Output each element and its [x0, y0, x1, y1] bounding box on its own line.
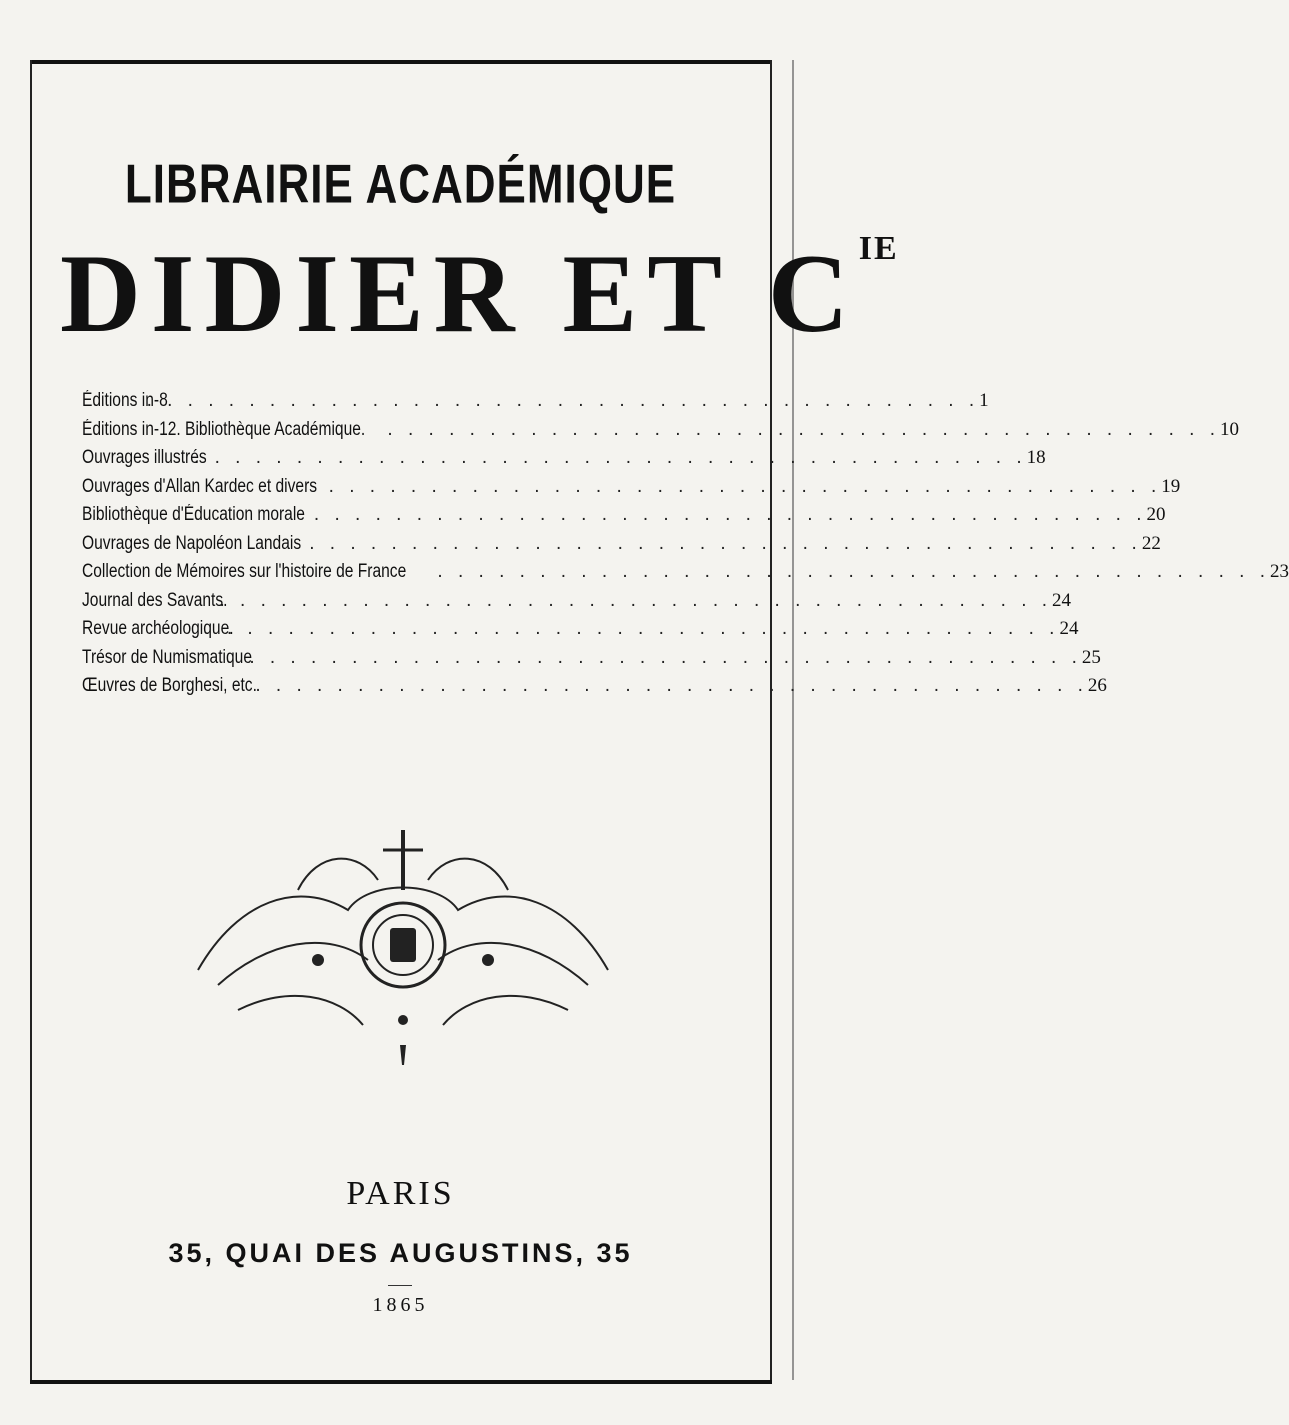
- toc-entry: [82, 675, 1107, 704]
- table-of-contents: [82, 390, 1289, 704]
- publisher-name-sup: IE: [858, 230, 899, 267]
- imprint-city: PARIS: [346, 1175, 455, 1212]
- toc-entry-label: Revue archéologique.: [82, 618, 234, 639]
- toc-entry-label: Éditions in-12. Bibliothèque Académique.: [82, 418, 366, 440]
- imprint-year: 1865: [372, 1294, 429, 1316]
- toc-leader-dots: . . . . . . . . . . . . . . . . . . . . . . . . . . . . . . . . . . . . . . . . .: [255, 675, 1088, 696]
- toc-leader-dots: . . . . . . . . . . . . . . . . . . . . . . . . . . . . . . . . . . . . . . . . .: [219, 589, 1053, 611]
- imprint-divider: [388, 1285, 412, 1286]
- toc-entry-page: 1: [979, 390, 989, 411]
- toc-entry-label: Éditions in-8: [82, 390, 168, 411]
- toc-entry: [82, 418, 1239, 448]
- frame-top-rule: [30, 60, 772, 64]
- toc-leader-dots: . . . . . . . . . . . . . . . . . . . . . . . . . . . . . . . . . . . . . . . . .: [194, 447, 1027, 468]
- toc-entry-label: Ouvrages de Napoléon Landais: [82, 532, 302, 554]
- toc-leader-dots: . . . . . . . . . . . . . . . . . . . . . . . . . . . . . . . . . . . . . . . . .: [387, 418, 1220, 440]
- toc-entry-page: 19: [1161, 475, 1181, 497]
- toc-entry: [82, 504, 1166, 533]
- toc-entry-page: 25: [1081, 646, 1101, 668]
- toc-leader-dots: . . . . . . . . . . . . . . . . . . . . . . . . . . . . . . . . . . . . . . . . .: [309, 532, 1142, 554]
- toc-entry: [82, 390, 989, 419]
- publisher-line: LIBRAIRIE ACADÉMIQUE: [124, 153, 677, 215]
- toc-entry: [82, 475, 1181, 505]
- toc-entry-label: Trésor de Numismatique: [82, 646, 252, 668]
- imprint-address: 35, QUAI DES AUGUSTINS, 35: [168, 1238, 633, 1268]
- toc-entry-page: 20: [1146, 504, 1166, 525]
- toc-leader-dots: . . . . . . . . . . . . . . . . . . . . . . . . . . . . . . . . . . . . . . . . .: [328, 475, 1162, 497]
- toc-entry: [82, 646, 1101, 676]
- toc-entry: [82, 447, 1046, 476]
- toc-entry-page: 18: [1026, 447, 1046, 468]
- toc-leader-dots: . . . . . . . . . . . . . . . . . . . . . . . . . . . . . . . . . . . . . . . . .: [226, 618, 1060, 639]
- toc-entry-page: 23: [1270, 561, 1289, 582]
- toc-entry-page: 26: [1087, 675, 1107, 696]
- toc-leader-dots: . . . . . . . . . . . . . . . . . . . . . . . . . . . . . . . . . . . . . . . . .: [437, 561, 1270, 582]
- toc-entry-label: Journal des Savants.: [82, 589, 228, 611]
- toc-entry-label: Collection de Mémoires sur l'histoire de France: [82, 561, 407, 582]
- toc-leader-dots: . . . . . . . . . . . . . . . . . . . . . . . . . . . . . . . . . . . . . . . . .: [249, 646, 1082, 668]
- toc-entry: [82, 532, 1161, 562]
- toc-entry: [82, 618, 1079, 647]
- toc-entry-page: 22: [1141, 532, 1161, 554]
- publisher-name-text: DIDIER ET C: [60, 232, 859, 356]
- toc-entry-label: Bibliothèque d'Éducation morale: [82, 504, 305, 525]
- publisher-name: [60, 230, 899, 359]
- toc-entry-label: Ouvrages d'Allan Kardec et divers: [82, 475, 318, 497]
- toc-entry-page: 10: [1220, 418, 1239, 440]
- printer-emblem-icon: [178, 810, 628, 1070]
- toc-entry: [82, 561, 1289, 590]
- toc-entry: [82, 589, 1072, 619]
- toc-entry-page: 24: [1059, 618, 1079, 639]
- toc-entry-label: Ouvrages illustrés: [82, 447, 207, 468]
- toc-leader-dots: . . . . . . . . . . . . . . . . . . . . . . . . . . . . . . . . . . . . . . . . .: [313, 504, 1147, 525]
- toc-entry-page: 24: [1052, 589, 1072, 611]
- toc-leader-dots: . . . . . . . . . . . . . . . . . . . . . . . . . . . . . . . . . . . . . . . . .: [146, 390, 980, 411]
- frame-bottom-rule: [30, 1380, 772, 1384]
- toc-entry-label: Œuvres de Borghesi, etc.: [82, 675, 257, 696]
